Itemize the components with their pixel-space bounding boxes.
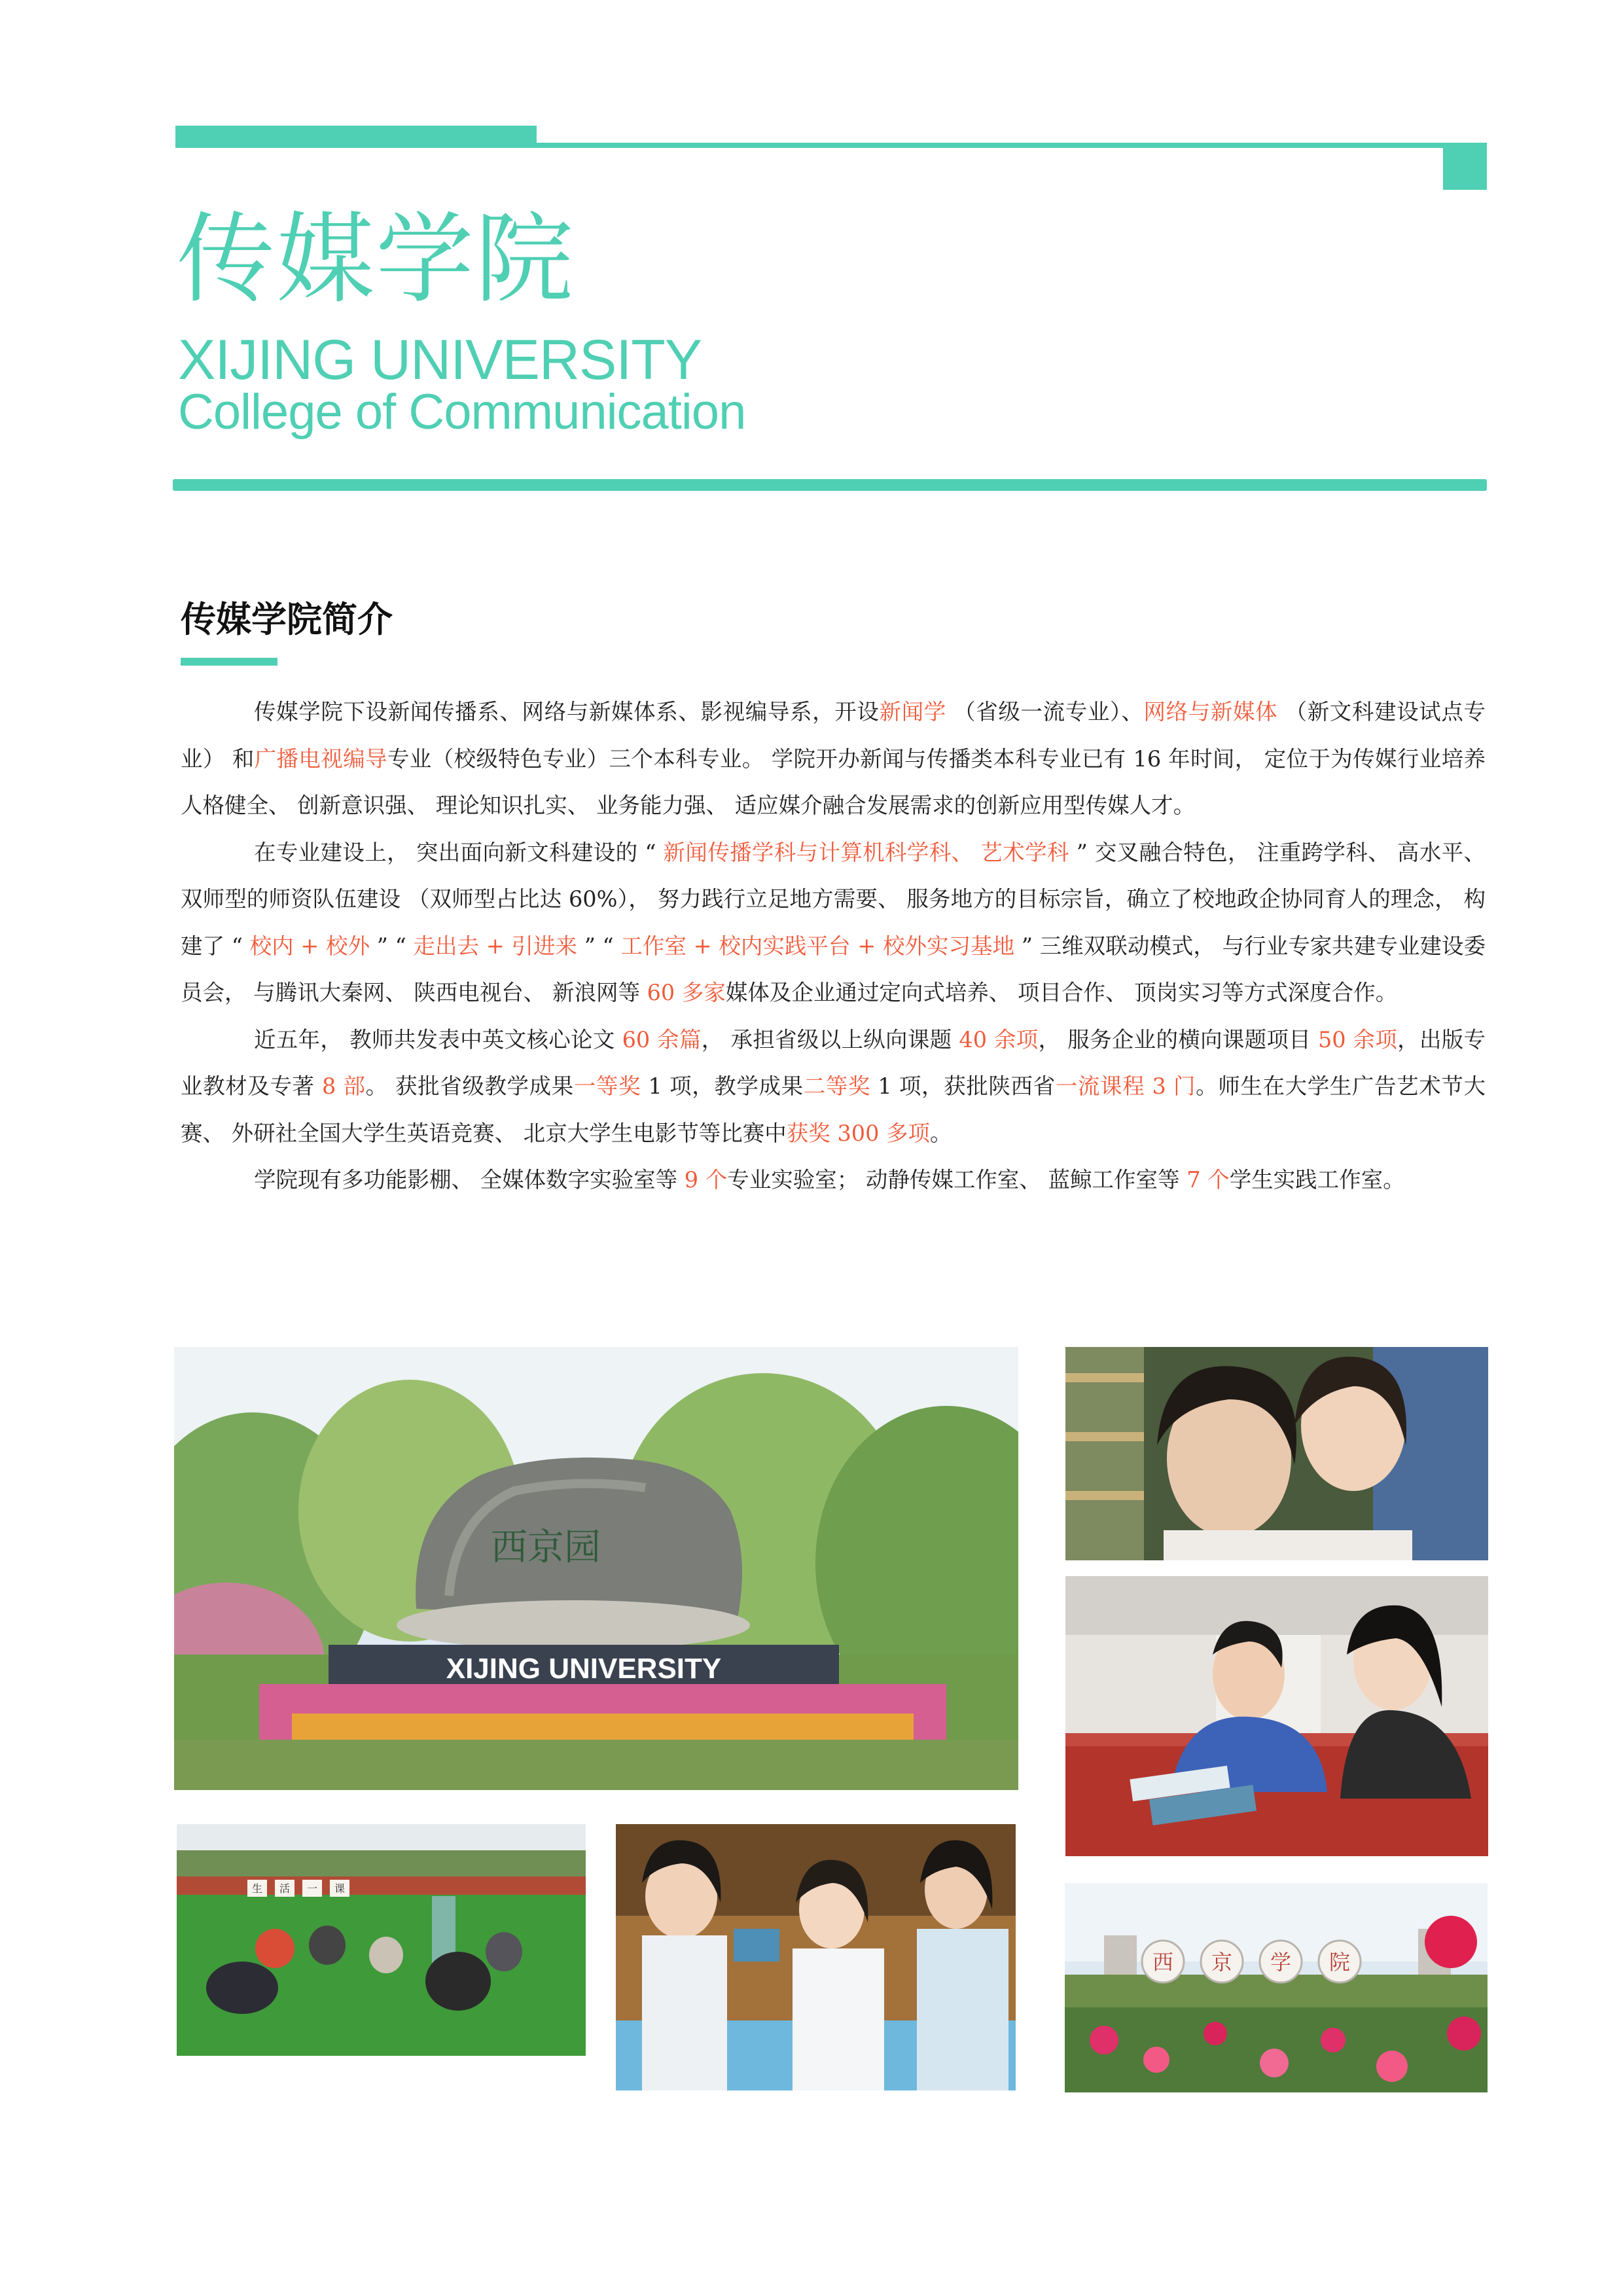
highlight-broadcast: 广播电视编导	[254, 745, 387, 772]
highlight-studio-platform: 工作室 + 校内实践平台 + 校外实习基地	[620, 933, 1015, 959]
photo-students-reading	[616, 1824, 1016, 2090]
highlight-awards: 获奖 300 多项	[786, 1120, 931, 1146]
paragraph-majors: 传媒学院下设新闻传播系、网络与新媒体系、影视编导系，开设新闻学 （省级一流专业）、网络与新媒体 （新文科建设试点专业） 和广播电视编导专业（校级特色专业）三个本科专业。 学院开办新闻与传播类本科专业已有 16 年时间， 定位于为传媒行业培养人格健全、 创新意识强、 理论知识扎实、 业务能力强、 适应媒介融合发展需求的创新应用型传媒人才。	[181, 699, 1486, 818]
photo-campus-stone	[174, 1347, 1018, 1790]
highlight-first-prize: 一等奖	[573, 1073, 641, 1099]
highlight-papers: 60 余篇	[622, 1026, 702, 1052]
highlight-vertical-projects: 40 余项	[959, 1026, 1039, 1052]
rose-garden-sign-3: 学	[1270, 1950, 1292, 1975]
page-title-cn: 传媒学院	[177, 203, 575, 317]
paragraph-construction: 在专业建设上， 突出面向新文科建设的 “ 新闻传播学科与计算机科学科、 艺术学科 ” 交叉融合特色， 注重跨学科、 高水平、 双师型的师资队伍建设 （双师型占比达 60%）， 努力践行立足地方需要、 服务地方的目标宗旨，确立了校地政企协同育人的理念， 构建了 “ 校内 + 校外 ” “ 走出去 + 引进来 ” “ 工作室 + 校内实践平台 + 校外实习基地 ” 三维双联动模式， 与行业专家共建专业建设委员会， 与腾讯大秦网、 陕西电视台、 新浪网等 60 多家媒体及企业通过定向式培养、 项目合作、 顶岗实习等方式深度合作。	[181, 839, 1486, 1005]
rose-garden-sign-2: 京	[1211, 1950, 1233, 1975]
paragraph-achievements: 近五年， 教师共发表中英文核心论文 60 余篇， 承担省级以上纵向课题 40 余项， 服务企业的横向课题项目 50 余项，出版专业教材及专著 8 部。 获批省级教学成果一等奖 1 项，教学成果二等奖 1 项，获批陕西省一流课程 3 门。师生在大学生广告艺术节大赛、 外研社全国大学生英语竞赛、 北京大学生电影节等比赛中获奖 300 多项。	[181, 1026, 1486, 1146]
highlight-books: 8 部	[321, 1073, 366, 1099]
field-sign-1: 生	[251, 1882, 263, 1895]
campus-sign-text: XIJING UNIVERSITY	[446, 1653, 722, 1685]
highlight-second-prize: 二等奖	[803, 1073, 871, 1099]
header-corner-block	[1443, 148, 1487, 190]
highlight-disciplines: 新闻传播学科与计算机科学科、 艺术学科	[663, 839, 1069, 865]
photo-library-students	[1065, 1347, 1488, 1560]
highlight-inside-outside: 校内 + 校外	[249, 933, 370, 959]
field-sign-2: 活	[279, 1882, 291, 1895]
section-title-underline	[181, 658, 277, 666]
photo-field-circle	[177, 1824, 586, 2056]
header-accent-line	[537, 143, 1487, 148]
highlight-labs: 9 个	[684, 1167, 728, 1193]
page-title-en-college: College of Communication	[178, 384, 746, 440]
field-sign-4: 课	[334, 1882, 346, 1895]
photo-rose-garden	[1065, 1883, 1488, 2092]
page-title-en-university: XIJING UNIVERSITY	[178, 329, 702, 391]
highlight-journalism: 新闻学	[879, 699, 946, 725]
paragraph-facilities: 学院现有多功能影棚、 全媒体数字实验室等 9 个专业实验室； 动静传媒工作室、 蓝鲸工作室等 7 个学生实践工作室。	[254, 1167, 1405, 1193]
field-sign-3: 一	[306, 1882, 318, 1895]
photo-reading-table	[1065, 1576, 1488, 1856]
rose-garden-sign-4: 院	[1329, 1950, 1351, 1975]
highlight-courses: 一流课程 3 门	[1055, 1073, 1196, 1099]
highlight-go-out-bring-in: 走出去 + 引进来	[413, 933, 578, 959]
rose-garden-sign-1: 西	[1152, 1950, 1174, 1975]
header-divider	[173, 479, 1487, 491]
stone-inscription: 西京园	[491, 1526, 601, 1569]
highlight-horizontal-projects: 50 余项	[1317, 1026, 1398, 1052]
highlight-partners-count: 60 多家	[647, 980, 726, 1005]
highlight-new-media: 网络与新媒体	[1143, 699, 1278, 725]
highlight-studios: 7 个	[1186, 1167, 1230, 1193]
intro-body	[181, 689, 1486, 1204]
section-title: 传媒学院简介	[181, 599, 393, 640]
header-accent-bar	[175, 126, 537, 148]
